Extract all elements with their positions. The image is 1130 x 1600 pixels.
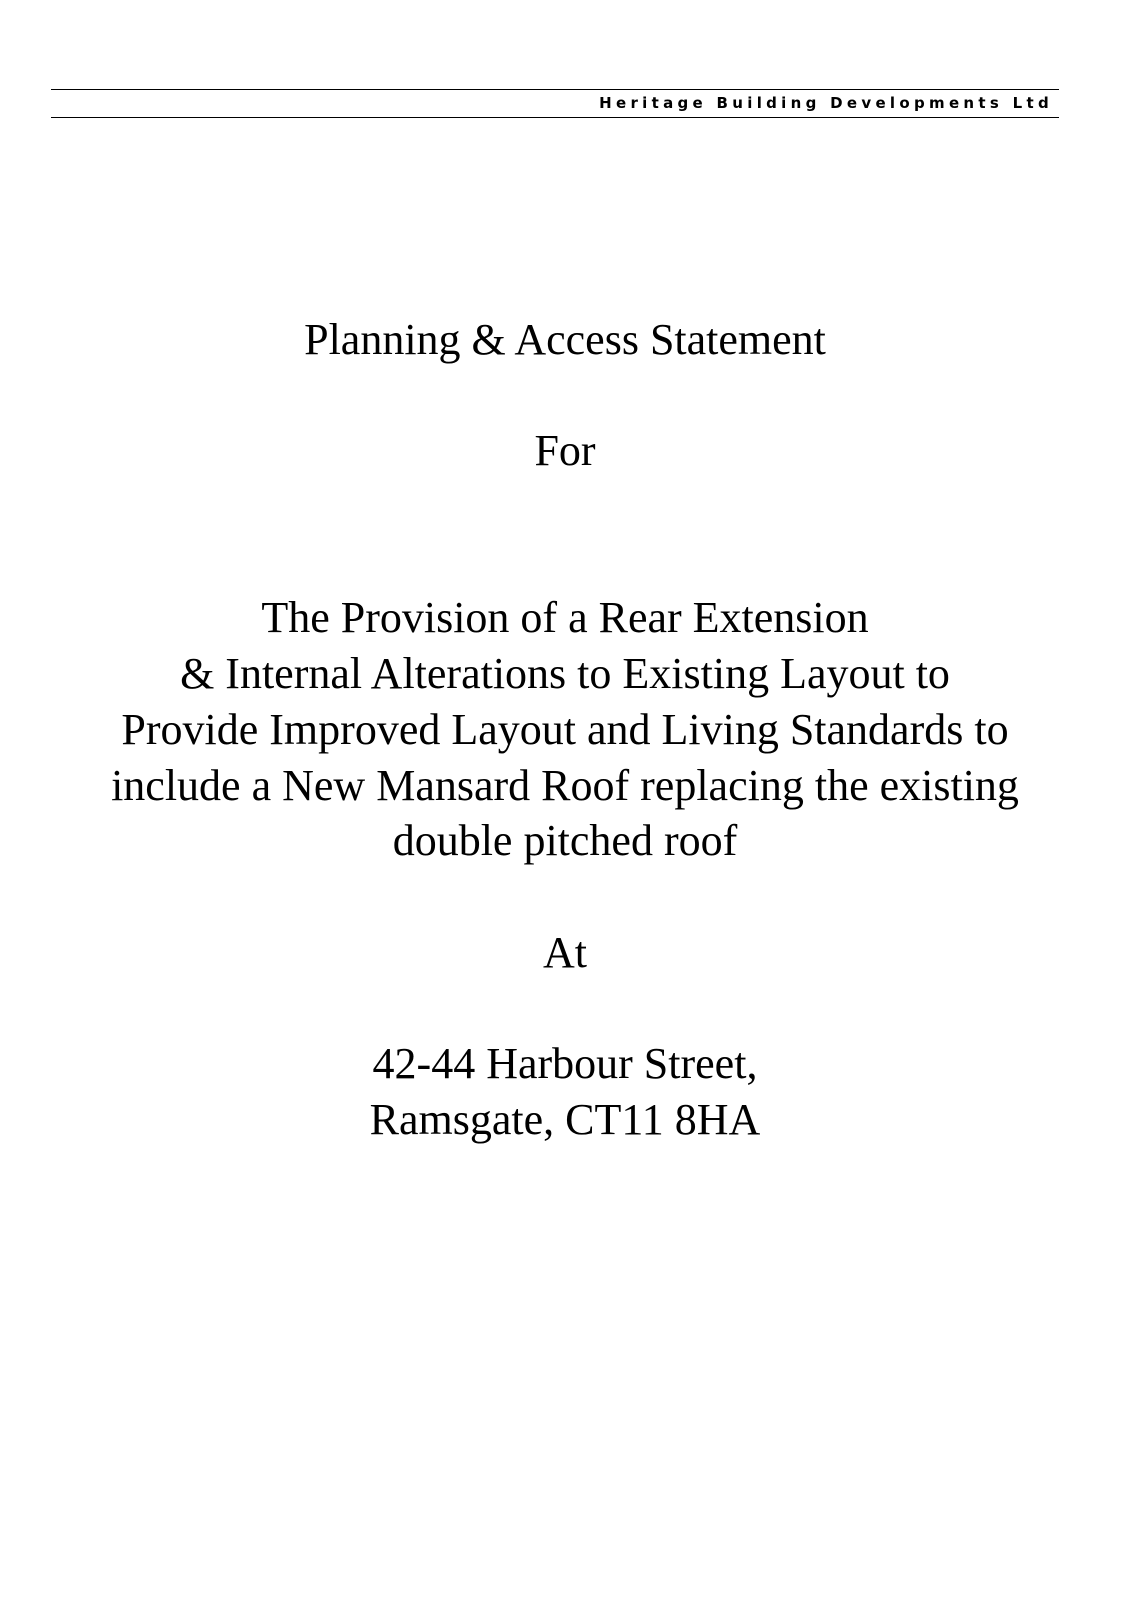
description-line: The Provision of a Rear Extension [261,593,869,642]
page-header [51,89,1059,118]
for-label: For [534,426,596,475]
description-line: include a New Mansard Roof replacing the existing [111,761,1019,810]
document-title: Planning & Access Statement [304,315,826,364]
at-label: At [543,928,587,977]
address-line: 42-44 Harbour Street, [372,1039,758,1088]
description-line: double pitched roof [392,816,738,865]
description-line: & Internal Alterations to Existing Layout to [180,649,950,698]
description-line: Provide Improved Layout and Living Standards to [121,705,1009,754]
company-name: Heritage Building Developments Ltd [599,94,1053,112]
address-line: Ramsgate, CT11 8HA [369,1095,761,1144]
